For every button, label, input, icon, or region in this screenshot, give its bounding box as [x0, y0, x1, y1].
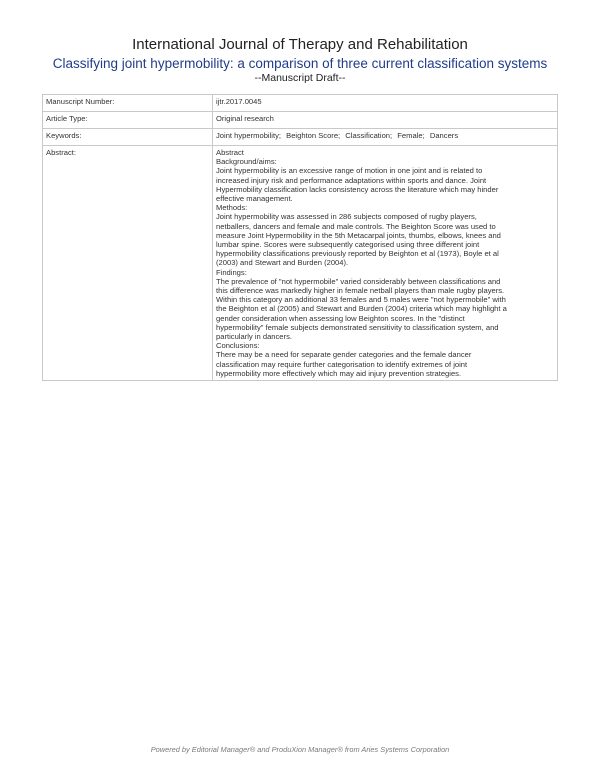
keyword: Joint hypermobility;: [216, 131, 281, 140]
manuscript-metadata-table: [42, 94, 558, 381]
article-type-value: Original research: [213, 112, 558, 129]
abstract-line: lumbar spine. Scores were subsequently categorised using three different joint: [216, 240, 480, 250]
abstract-label: Abstract:: [43, 146, 213, 381]
abstract-line: Methods:: [216, 203, 248, 213]
article-type-label: Article Type:: [43, 112, 213, 129]
footer-powered-by: Powered by Editorial Manager® and ProduXion Manager® from Aries Systems Corporation: [150, 745, 450, 754]
abstract-line: increased injury risk and performance adaptations within sports and dance. Joint: [216, 175, 487, 185]
abstract-line: Conclusions:: [216, 341, 260, 351]
abstract-line: (2003) and Stewart and Burden (2004).: [216, 258, 349, 268]
abstract-line: Background/aims:: [216, 157, 277, 167]
abstract-row: [43, 146, 558, 381]
keywords-row: [43, 129, 558, 146]
abstract-line: this difference was markedly higher in female netball players than male rugby players.: [216, 286, 505, 296]
keyword: Dancers: [429, 131, 459, 140]
abstract-line: Joint hypermobility is an excessive range of motion in one joint and is related to: [216, 166, 483, 176]
keyword: Beighton Score;: [286, 131, 341, 140]
manuscript-number-row: [43, 95, 558, 112]
manuscript-number-value: ijtr.2017.0045: [213, 95, 558, 112]
article-title: Classifying joint hypermobility: a comparison of three current classification systems: [52, 56, 548, 71]
manuscript-draft-label: --Manuscript Draft--: [254, 72, 346, 84]
keyword: Female;: [397, 131, 425, 140]
abstract-line: Joint hypermobility was assessed in 286 subjects composed of rugby players,: [216, 212, 477, 222]
abstract-line: measure Joint Hypermobility in the 5th Metacarpal joints, thumbs, elbows, knees and: [216, 230, 501, 240]
abstract-line: Abstract: [216, 148, 244, 157]
abstract-line: particularly in dancers.: [216, 332, 292, 342]
abstract-text: [213, 146, 558, 381]
keywords-label: Keywords:: [43, 129, 213, 146]
abstract-line: hypermobility" female subjects demonstrated sensitivity to classification system, and: [216, 322, 499, 332]
journal-title: International Journal of Therapy and Rehabilitation: [132, 36, 468, 53]
manuscript-number-label: Manuscript Number:: [43, 95, 213, 112]
abstract-line: effective management.: [216, 194, 293, 204]
abstract-line: Within this category an additional 33 females and 5 males were "not hypermobile" with: [216, 295, 506, 305]
abstract-line: hypermobility more effectively which may aid injury prevention strategies.: [216, 368, 462, 378]
abstract-line: Hypermobility classification lacks consistency across the literature which may hinder: [216, 184, 499, 194]
abstract-line: hypermobility classifications previously reported by Beighton et al (1973), Boyle et al: [216, 249, 499, 259]
article-type-row: [43, 112, 558, 129]
keyword: Classification;: [345, 131, 393, 140]
abstract-line: There may be a need for separate gender categories and the female dancer: [216, 350, 472, 360]
abstract-line: the Beighton et al (2005) and Stewart and Burden (2004) criteria which may highlight a: [216, 304, 507, 314]
abstract-line: classification may require further categorisation to identify extremes of joint: [216, 359, 468, 369]
abstract-line: Findings:: [216, 267, 247, 277]
abstract-line: The prevalence of "not hypermobile" varied considerably between classifications and: [216, 276, 501, 286]
abstract-line: netballers, dancers and female and male controls. The Beighton Score was used to: [216, 221, 496, 231]
abstract-line: gender consideration when assessing low Beighton scores. In the "distinct: [216, 313, 465, 323]
keywords-value: [213, 129, 558, 146]
